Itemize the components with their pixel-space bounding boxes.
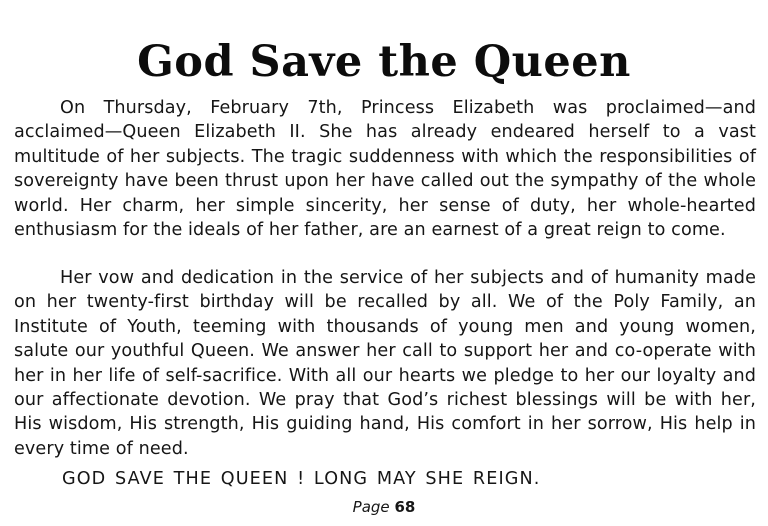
paragraph-proclamation: On Thursday, February 7th, Princess Elizabeth was proclaimed—and acclaimed—Queen Elizabeth II. She has already endeared herself to a vast multitude of her subjects. The tragic suddenness with which the responsibilities of sovereignty have been thrust upon her have called out the sympathy of the whole world. Her charm, her simple sincerity, her sense of duty, her whole-hearted enthusiasm for the ideals of her father, are an earnest of a great reign to come. (14, 98, 756, 241)
page-number-label: Page (352, 498, 390, 516)
page-number-value: 68 (394, 498, 416, 516)
page-number (0, 497, 768, 517)
paragraph-dedication: Her vow and dedication in the service of her subjects and of humanity made on her twenty-first birthday will be recalled by all. We of the Poly Family, an Institute of Youth, teeming with thousands of young men and young women, salute our youthful Queen. We answer her call to support her and co-operate with her in her life of self-sacrifice. With all our hearts we pledge to her our loyalty and our affectionate devotion. We pray that God’s richest blessings will be with her, His wisdom, His strength, His guiding hand, His comfort in her sorrow, His help in every time of need. (14, 268, 756, 459)
page-title: God Save the Queen (137, 37, 631, 87)
closing-line: GOD SAVE THE QUEEN ! LONG MAY SHE REIGN. (62, 469, 541, 489)
